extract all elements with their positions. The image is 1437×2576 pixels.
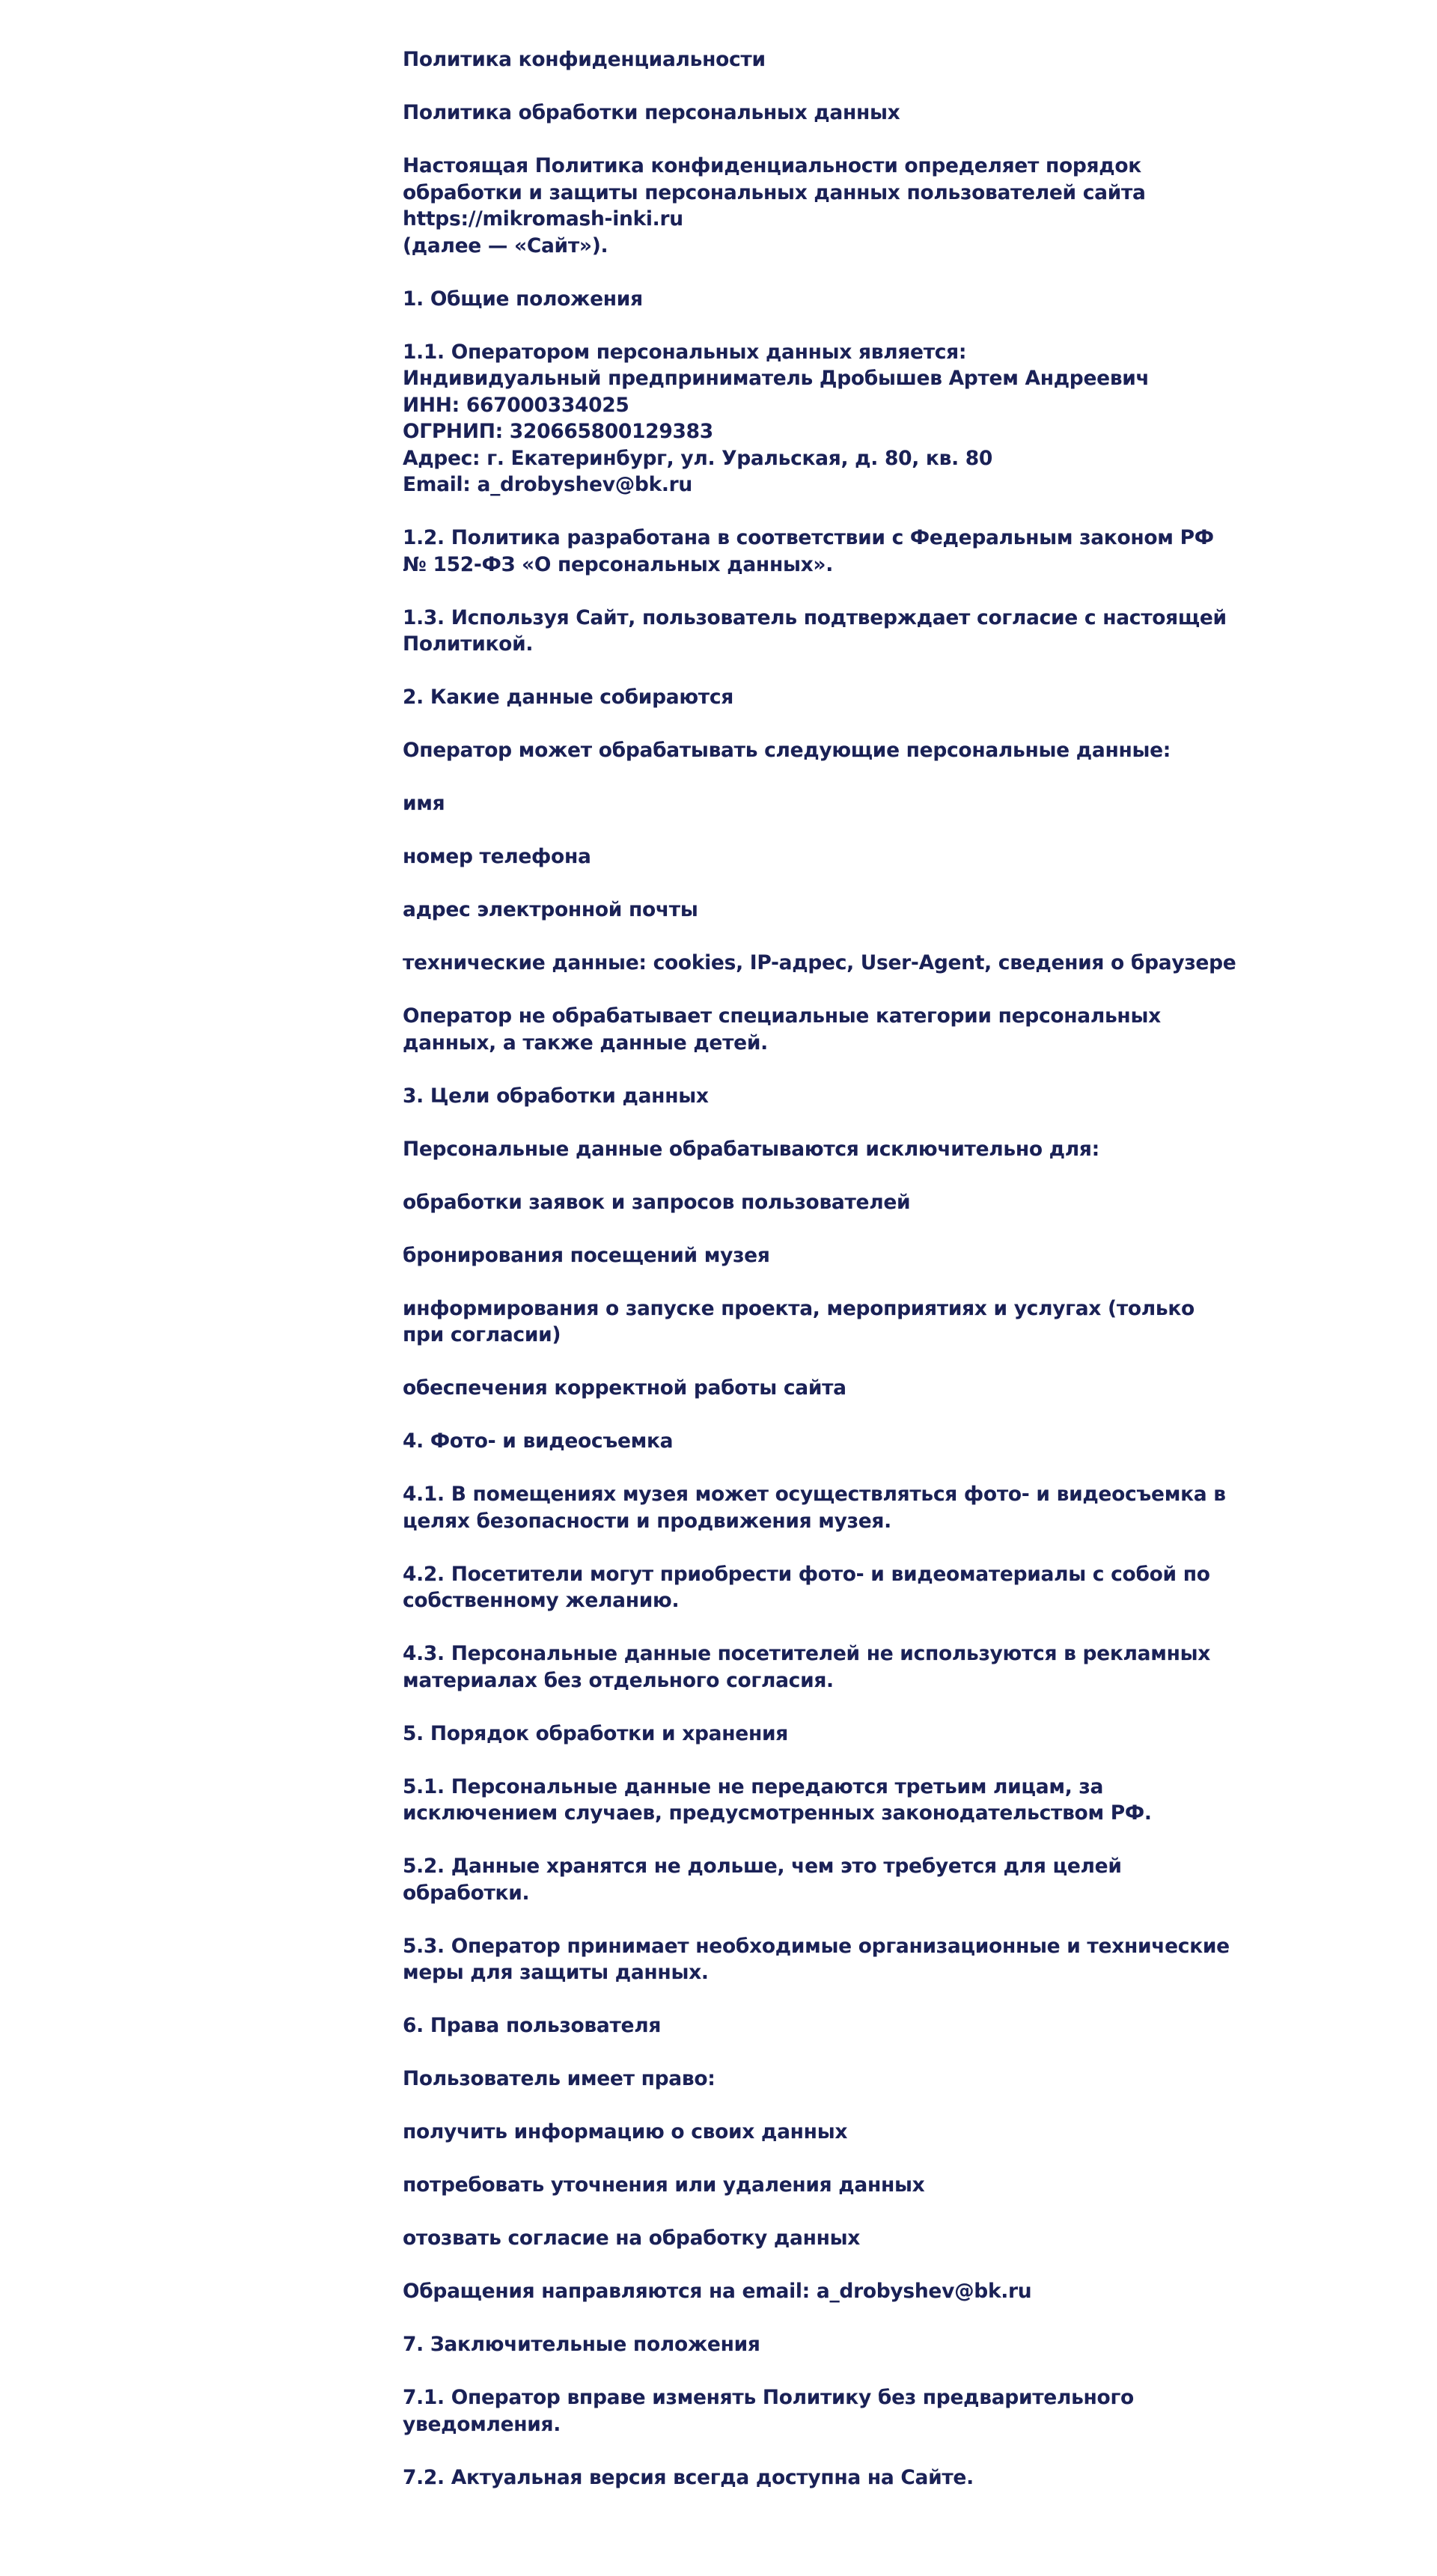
clause-5-1: 5.1. Персональные данные не передаются третьим лицам, за исключением случаев, предусмотренных законодательством РФ. (403, 1774, 1152, 1825)
operator-details: 1.1. Оператором персональных данных является: Индивидуальный предприниматель Дробышев Артем Андреевич ИНН: 667000334025 ОГРНИП: 320665800129383 Адрес: г. Екатеринбург, ул. Уральская, д. 80, кв. 80 Email: a_drobyshev@bk.ru (403, 340, 1150, 496)
clause-7-2: 7.2. Актуальная версия всегда доступна на Сайте. (403, 2465, 974, 2489)
list-item: получить информацию о своих данных (403, 2120, 848, 2143)
list-item: информирования о запуске проекта, мероприятиях и услугах (только при согласии) (403, 1296, 1195, 1346)
clause-1-3: 1.3. Используя Сайт, пользователь подтверждает согласие с настоящей Политикой. (403, 605, 1227, 656)
clause-4-3: 4.3. Персональные данные посетителей не используются в рекламных материалах без отдельного согласия. (403, 1642, 1211, 1692)
section-7-heading: 7. Заключительные положения (403, 2333, 760, 2356)
clause-7-1: 7.1. Оператор вправе изменять Политику без предварительного уведомления. (403, 2386, 1134, 2436)
clause-5-2: 5.2. Данные хранятся не дольше, чем это требуется для целей обработки. (403, 1855, 1122, 1905)
page-subtitle: Политика обработки персональных данных (403, 101, 900, 124)
section-6-heading: 6. Права пользователя (403, 2014, 662, 2037)
list-item: технические данные: cookies, IP-адрес, User-Agent, сведения о браузере (403, 951, 1236, 974)
section-5-heading: 5. Порядок обработки и хранения (403, 1721, 788, 1745)
list-item: потребовать уточнения или удаления данных (403, 2173, 925, 2197)
section-4-heading: 4. Фото- и видеосъемка (403, 1429, 674, 1453)
section-3-lead: Персональные данные обрабатываются исключительно для: (403, 1137, 1099, 1161)
list-item: номер телефона (403, 845, 591, 868)
section-2-heading: 2. Какие данные собираются (403, 686, 733, 709)
contact-line: Обращения направляются на email: a_drobyshev@bk.ru (403, 2280, 1032, 2303)
clause-1-2: 1.2. Политика разработана в соответствии с Федеральным законом РФ № 152-ФЗ «О персональных данных». (403, 526, 1214, 576)
list-item: имя (403, 792, 445, 815)
page-title: Политика конфиденциальности (403, 48, 766, 71)
section-2-lead: Оператор может обрабатывать следующие персональные данные: (403, 739, 1171, 762)
clause-4-2: 4.2. Посетители могут приобрести фото- и видеоматериалы с собой по собственному желанию. (403, 1562, 1210, 1612)
clause-5-3: 5.3. Оператор принимает необходимые организационные и технические меры для защиты данных. (403, 1934, 1230, 1984)
clause-4-1: 4.1. В помещениях музея может осуществляться фото- и видеосъемка в целях безопасности и продвижения музея. (403, 1483, 1226, 1533)
section-3-heading: 3. Цели обработки данных (403, 1084, 709, 1108)
list-item: отозвать согласие на обработку данных (403, 2226, 861, 2250)
intro-paragraph: Настоящая Политика конфиденциальности определяет порядок обработки и защиты персональных данных пользователей сайта https://mikromash-inki.ru (далее — «Сайт»). (403, 154, 1146, 257)
list-item: обработки заявок и запросов пользователей (403, 1190, 911, 1214)
section-6-lead: Пользователь имеет право: (403, 2067, 716, 2090)
privacy-policy-document (403, 46, 1241, 2491)
section-1-heading: 1. Общие положения (403, 287, 643, 311)
list-item: обеспечения корректной работы сайта (403, 1376, 846, 1400)
list-item: адрес электронной почты (403, 898, 698, 921)
list-item: бронирования посещений музея (403, 1243, 770, 1267)
section-2-note: Оператор не обрабатывает специальные категории персональных данных, а также данные детей. (403, 1004, 1161, 1054)
